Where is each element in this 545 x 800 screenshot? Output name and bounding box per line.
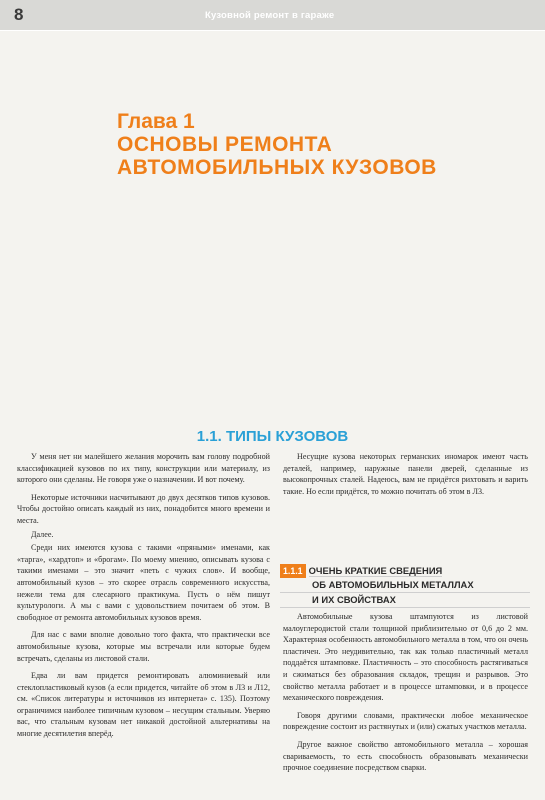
chapter-title-line-1: ОСНОВЫ РЕМОНТА [117, 133, 333, 156]
left-column [17, 451, 270, 746]
running-head-title: Кузовной ремонт в гараже [205, 10, 335, 21]
subsection-title-line-2: ОБ АВТОМОБИЛЬНЫХ МЕТАЛЛАХ [280, 578, 530, 593]
subsection-heading [280, 564, 530, 608]
body-paragraph: Автомобильные кузова штампуются из листовой малоуглеродистой стали толщиной приблизительно от 0,6 до 2 мм. Характерная особенность автомобильного металла в том, что он очень пластичен. Это неудивительно, так как только пластичный металл поддаётся штамповке. Пластичность – это способность растягиваться и сжиматься без образования складок, трещин и разрывов. Это свойство металла работает и в процессе штамповки, и в процессе механического повреждения. [283, 612, 528, 703]
right-column-bottom [283, 611, 528, 780]
body-paragraph: Для нас с вами вполне довольно того факта, что практически все автомобильные кузова, которые мы встречали или которые будем встречать, сделаны из листовой стали. [17, 630, 270, 663]
chapter-title-line-2: АВТОМОБИЛЬНЫХ КУЗОВОВ [117, 156, 437, 179]
body-paragraph: Некоторые источники насчитывают до двух десятков типов кузовов. Чтобы достойно описать каждый из них, понадобится много времени и места. [17, 492, 270, 525]
running-header-bar [0, 0, 545, 30]
body-paragraph: Другое важное свойство автомобильного металла – хорошая свариваемость, то есть способность образовывать механически прочное соединение посредством сварки. [283, 739, 528, 773]
body-paragraph: Среди них имеются кузова с такими «пряными» именами, как «тарга», «хардтоп» и «брогам». По моему мнению, описывать кузова с такими именами – это значит «петь с чужих слов». И вообще, автомобильный кузов – это скорее отрасль современного искусства, нежели тема для слесарного практикума. Пусть о нём пишут культурологи. А мы с вами с удовольствием почитаем об этом. В свободное от ремонта автомобильных кузовов время. [17, 543, 270, 622]
subsection-title-line-1: 1.1.1 ОЧЕНЬ КРАТКИЕ СВЕДЕНИЯ [280, 564, 530, 578]
section-title: 1.1. ТИПЫ КУЗОВОВ [196, 428, 349, 445]
right-column-top [283, 451, 528, 503]
page-number: 8 [14, 5, 24, 24]
body-paragraph: Едва ли вам придется ремонтировать алюминиевый или стеклопластиковый кузов (а если придется, читайте об этом в Л3 и Л12, см. «Список литературы и источников из интернета» с. 135). Поэтому ограничимся наиболее типичным кузовом – несущим стальным. Уверяю вас, что стальным кузовам нет никакой достойной альтернативы на многие десятилетия вперёд. [17, 671, 270, 739]
body-paragraph: Несущие кузова некоторых германских иномарок имеют часть деталей, например, наружные панели дверей, сделанные из высокопрочных сталей. Надеюсь, вам не придётся рихтовать и варить такие. Но если придётся, то можно почитать об этом в Л3. [283, 452, 528, 496]
chapter-heading [117, 110, 447, 179]
body-paragraph: Говоря другими словами, практически любое механическое повреждение состоит из растянутых и (или) сжатых участков металла. [283, 710, 528, 732]
subsection-number: 1.1.1 [280, 564, 306, 578]
body-paragraph: Далее. [31, 529, 54, 539]
subsection-title-line-3: И ИХ СВОЙСТВАХ [280, 593, 530, 608]
header-divider [0, 30, 545, 31]
body-paragraph: У меня нет ни малейшего желания морочить вам голову подробной классификацией кузовов по их типу, конструкции или материалу, из которого они сделаны. Не говоря уже о назначении. И вот почему. [17, 452, 270, 485]
chapter-label: Глава 1 [117, 110, 195, 133]
